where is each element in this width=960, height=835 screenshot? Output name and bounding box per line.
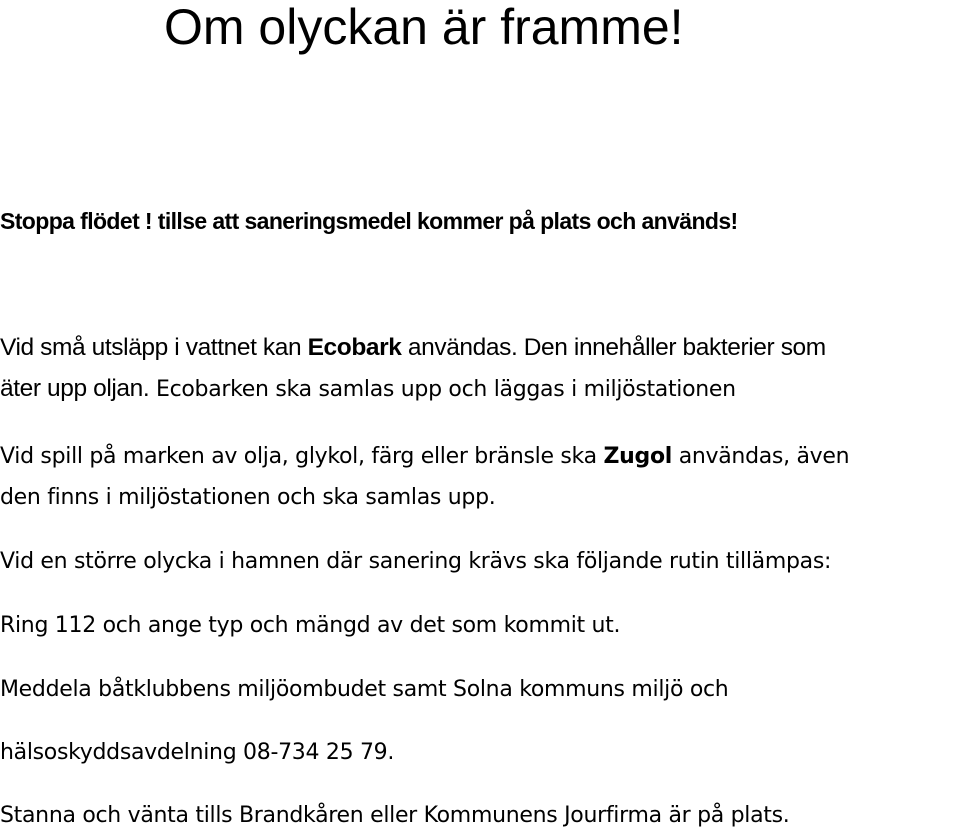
stop-instruction: Stoppa flödet ! tillse att saneringsmedel kommer på plats och används! [0, 208, 738, 234]
routine-intro: Vid en större olycka i hamnen där sanering krävs ska följande rutin tillämpas: [0, 549, 832, 574]
page-title: Om olyckan är framme! [164, 0, 684, 55]
routine-step-notify-line1: Meddela båtklubbens miljöombudet samt Solna kommuns miljö och [0, 677, 729, 702]
zugol-product-name: Zugol [603, 444, 673, 469]
zugol-text-before: Vid spill på marken av olja, glykol, färg eller bränsle ska [0, 444, 604, 469]
ecobark-product-name: Ecobark [307, 334, 402, 361]
zugol-paragraph-line1 [0, 441, 849, 473]
zugol-text-after: användas, även [672, 444, 850, 469]
ecobark-text-before: Vid små utsläpp i vattnet kan [0, 334, 308, 361]
ecobark-text-collect: Ecobarken ska samlas upp och läggas i miljöstationen [149, 377, 736, 402]
ecobark-text-after: användas. Den innehåller bakterier som [401, 334, 826, 361]
routine-step-wait: Stanna och vänta tills Brandkåren eller Kommunens Jourfirma är på plats. [0, 803, 790, 828]
routine-step-notify-line2: hälsoskyddsavdelning 08-734 25 79. [0, 740, 395, 765]
ecobark-paragraph-line2 [0, 373, 736, 406]
routine-step-call: Ring 112 och ange typ och mängd av det som kommit ut. [0, 613, 621, 638]
zugol-paragraph-line2: den finns i miljöstationen och ska samlas upp. [0, 485, 496, 510]
ecobark-text-start: äter upp oljan. [0, 375, 150, 402]
ecobark-paragraph-line1 [0, 332, 826, 364]
